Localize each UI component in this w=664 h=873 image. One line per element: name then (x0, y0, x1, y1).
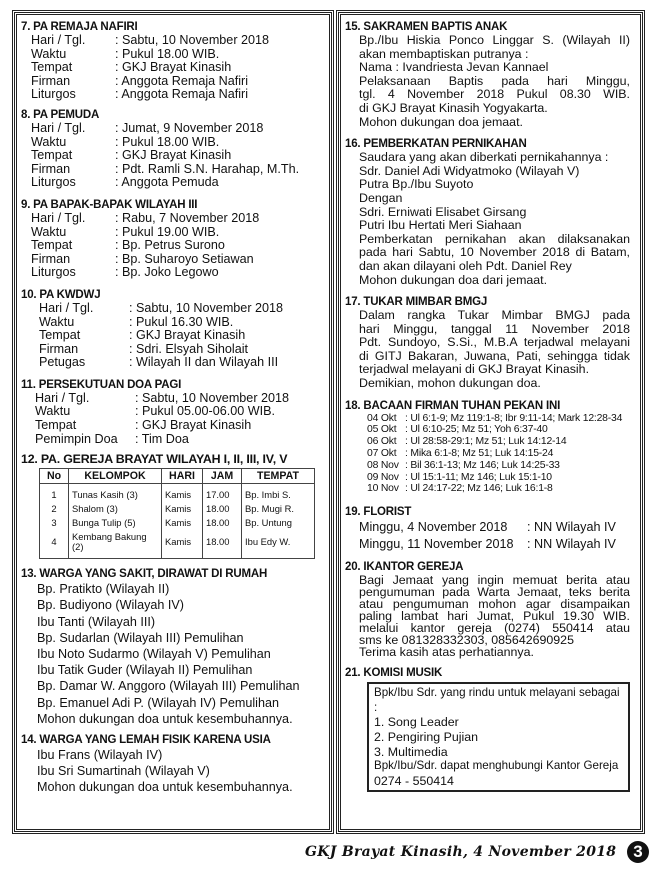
text-line: Bagi Jemaat yang ingin memuat berita atau (359, 573, 630, 588)
reading-item: 06 Okt : Ul 28:58-29:1; Mz 51; Luk 14:12-14 (367, 436, 567, 448)
reading-date: 08 Nov (367, 459, 399, 471)
list-item: Bp. Pratikto (Wilayah II) (37, 582, 170, 597)
section-pa-gereja-brayat (17, 452, 329, 559)
column-header: KELOMPOK (69, 469, 162, 484)
role-item: 3. Multimedia (374, 744, 448, 759)
table-row (40, 502, 315, 516)
label: Waktu (31, 224, 67, 239)
cell-hari: Kamis (162, 530, 203, 559)
value: : Wilayah II dan Wilayah III (129, 356, 325, 370)
phone-number: 0274 - 550414 (374, 773, 454, 788)
text-line: terjadwal melayani di GKJ Brayat Kinasih. (359, 362, 590, 377)
value: : Pukul 05.00-06.00 WIB. (135, 405, 325, 419)
section-bacaan-firman (341, 399, 640, 496)
table-row (40, 530, 315, 559)
reading-item: 09 Nov : Ul 15:1-11; Mz 146; Luk 15:1-10 (367, 471, 552, 483)
list-item: Ibu Tatik Guder (Wilayah II) Pemulihan (37, 663, 253, 678)
section-title: 11. PERSEKUTUAN DOA PAGI (21, 378, 182, 391)
text-line: Putri Ibu Hertati Meri Siahaan (359, 218, 522, 233)
role-item: 1. Song Leader (374, 715, 459, 730)
schedule-details (21, 302, 325, 370)
value: : Anggota Pemuda (115, 176, 325, 190)
prayer-request: Mohon dukungan doa untuk kesembuhannya. (37, 780, 293, 795)
section-florist (341, 505, 640, 552)
section-title: 12. PA. GEREJA BRAYAT WILAYAH I, II, III, IV, V (21, 452, 288, 467)
text-line: Pelaksanaan Baptis pada hari Minggu, (359, 73, 630, 88)
section-komisi-musik (341, 666, 640, 792)
section-body (345, 309, 636, 391)
role-item: 2. Pengiring Pujian (374, 730, 479, 745)
section-title: 13. WARGA YANG SAKIT, DIRAWAT DI RUMAH (21, 568, 268, 581)
text-line: Saudara yang akan diberkati pernikahannya : (359, 150, 609, 165)
section-warga-lemah-fisik (17, 733, 329, 796)
cell-jam: 18.00 (203, 530, 242, 559)
label: Liturgos (31, 87, 76, 102)
list-item: Bp. Damar W. Anggoro (Wilayah III) Pemulihan (37, 679, 300, 694)
text-line: Mohon dukungan doa jemaat. (359, 114, 523, 129)
readings-list (345, 413, 636, 496)
text-line: Pemberkatan pernikahan akan dilaksanakan (359, 231, 630, 246)
group-schedule-table (39, 468, 315, 559)
text-line: di GITJ Bakaran, Juwana, Pati, sehingga tidak (359, 348, 630, 363)
label: Firman (31, 161, 71, 176)
section-body (345, 574, 636, 658)
text-line: pada hari Sabtu, 10 November 2018 di Batam, (359, 245, 630, 260)
list-item: Ibu Frans (Wilayah IV) (37, 748, 163, 763)
reading-passages: Mika 6:1-8; Mz 51; Luk 14:15-24 (410, 448, 554, 460)
section-kantor-gereja (341, 560, 640, 658)
label: Petugas (39, 355, 86, 370)
reading-date: 06 Okt (367, 436, 397, 448)
section-title: 15. SAKRAMEN BAPTIS ANAK (345, 21, 508, 33)
section-tukar-mimbar (341, 295, 640, 391)
cell-no: 1 (40, 484, 69, 503)
value: : Sabtu, 10 November 2018 (135, 392, 325, 406)
value: : Pukul 19.00 WIB. (115, 226, 325, 240)
section-body (345, 151, 636, 287)
label: Waktu (31, 134, 67, 149)
value: : GKJ Brayat Kinasih (115, 149, 325, 163)
text-line: Demikian, mohon dukungan doa. (359, 376, 541, 391)
list-item: Ibu Sri Sumartinah (Wilayah V) (37, 764, 210, 779)
table-row (40, 516, 315, 530)
florist-date: Minggu, 4 November 2018 (359, 520, 508, 535)
label: Hari / Tgl. (35, 390, 90, 405)
text-line: Bp./Ibu Hiskia Ponco Linggar S. (Wilayah II) (359, 33, 630, 47)
value: : Rabu, 7 November 2018 (115, 212, 325, 226)
schedule-details (21, 122, 325, 190)
text-line: Putra Bp./Ibu Suyoto (359, 177, 474, 192)
section-persekutuan-doa-pagi (17, 378, 329, 446)
section-title: 16. PEMBERKATAN PERNIKAHAN (345, 138, 527, 151)
list-item: Ibu Tanti (Wilayah III) (37, 614, 156, 629)
list-item: Bp. Emanuel Adi P. (Wilayah IV) Pemulihan (37, 695, 279, 710)
table-header-row (40, 469, 315, 484)
text-line: Dengan (359, 190, 403, 205)
page-number-badge: 3 (627, 841, 649, 863)
value: : Pukul 18.00 WIB. (115, 48, 325, 62)
prayer-request: Mohon dukungan doa untuk kesembuhannya. (37, 711, 293, 726)
column-header: TEMPAT (242, 469, 315, 484)
right-column (338, 12, 643, 832)
label: Tempat (35, 418, 77, 433)
section-sakramen-baptis (341, 20, 640, 129)
text-line: atau pengumuman mohon agar disampaikan (359, 597, 630, 612)
text-line: Nama : Ivandriesta Jevan Kannael (359, 60, 549, 75)
section-title: 20. IKANTOR GEREJA (345, 561, 464, 574)
text-line: sms ke 081328332303, 085642690925 (359, 633, 574, 648)
label: Waktu (31, 46, 67, 61)
text-line: Sdri. Erniwati Elisabet Girsang (359, 204, 527, 219)
reading-date: 07 Okt (367, 448, 397, 460)
reading-item: 07 Okt : Mika 6:1-8; Mz 51; Luk 14:15-24 (367, 448, 554, 460)
florist-date: Minggu, 11 November 2018 (359, 536, 514, 551)
label: Waktu (35, 404, 71, 419)
elderly-members-list (21, 747, 325, 796)
cell-jam: 18.00 (203, 516, 242, 530)
label: Liturgos (31, 265, 76, 280)
section-pa-pemuda (17, 108, 329, 190)
music-commission-box (367, 682, 630, 792)
reading-passages: Ul 28:58-29:1; Mz 51; Luk 14:12-14 (410, 436, 567, 448)
label: Liturgos (31, 175, 76, 190)
value: : Bp. Petrus Surono (115, 239, 325, 253)
section-title: 7. PA REMAJA NAFIRI (21, 21, 138, 33)
reading-passages: Ul 15:1-11; Mz 146; Luk 15:1-10 (410, 471, 552, 483)
value: : Anggota Remaja Nafiri (115, 88, 325, 102)
text-line: Dalam rangka Tukar Mimbar BMGJ pada (359, 308, 630, 323)
schedule-details (21, 212, 325, 280)
section-title: 19. FLORIST (345, 506, 412, 519)
section-body (345, 34, 636, 129)
value: : Sabtu, 10 November 2018 (115, 34, 325, 48)
cell-hari: Kamis (162, 484, 203, 503)
reading-item: 10 Nov : Ul 24:17-22; Mz 146; Luk 16:1-8 (367, 483, 553, 495)
label: Tempat (31, 238, 73, 253)
value: : Sabtu, 10 November 2018 (129, 302, 325, 316)
value: : GKJ Brayat Kinasih (129, 329, 325, 343)
label: Tempat (31, 60, 73, 75)
label: Hari / Tgl. (39, 300, 94, 315)
column-header: HARI (162, 469, 203, 484)
reading-date: 05 Okt (367, 424, 397, 436)
text-line: di GKJ Brayat Kinasih Yogyakarta. (359, 100, 548, 115)
section-title: 9. PA BAPAK-BAPAK WILAYAH III (21, 198, 198, 211)
schedule-details (21, 34, 325, 102)
reading-passages: Ul 24:17-22; Mz 146; Luk 16:1-8 (410, 483, 553, 495)
list-item: Bp. Budiyono (Wilayah IV) (37, 598, 184, 613)
text-line: dan akan dilayani oleh Pdt. Daniel Rey (359, 258, 572, 273)
section-pemberkatan-pernikahan (341, 137, 640, 287)
text-line: Bpk/Ibu Sdr. yang rindu untuk melayani sebagai : (374, 686, 620, 714)
text-line: paling lambat hari Jumat, Pukul 19.30 WIB. (359, 609, 630, 624)
cell-jam: 17.00 (203, 484, 242, 503)
cell-kelompok: Tunas Kasih (3) (69, 484, 162, 503)
text-line: akan membaptiskan putranya : (359, 46, 529, 61)
value: : Pdt. Ramli S.N. Harahap, M.Th. (115, 163, 325, 177)
florist-assignee: : NN Wilayah IV (527, 519, 636, 536)
table-row (40, 484, 315, 503)
value: : Jumat, 9 November 2018 (115, 122, 325, 136)
reading-date: 04 Okt (367, 412, 397, 424)
text-line: Sdr. Daniel Adi Widyatmoko (Wilayah V) (359, 163, 580, 178)
text-line: tgl. 4 November 2018 Pukul 08.30 WIB. (359, 87, 630, 102)
text-line: hari Minggu, tanggal 11 November 2018 (359, 321, 630, 336)
cell-kelompok: Bunga Tulip (5) (69, 516, 162, 530)
value: : Anggota Remaja Nafiri (115, 75, 325, 89)
column-header: JAM (203, 469, 242, 484)
text-line: Bpk/Ibu/Sdr. dapat menghubungi Kantor Gereja (374, 759, 619, 773)
cell-kelompok: Kembang Bakung (2) (69, 530, 162, 559)
section-pa-kwdwj (17, 288, 329, 370)
value: : Tim Doa (135, 433, 325, 447)
reading-date: 09 Nov (367, 471, 399, 483)
value: : Sdri. Elsyah Siholait (129, 343, 325, 357)
label: Tempat (31, 148, 73, 163)
schedule-details (21, 392, 325, 446)
cell-tempat: Bp. Mugi R. (242, 502, 315, 516)
value: : Bp. Suharoyo Setiawan (115, 253, 325, 267)
value: : GKJ Brayat Kinasih (115, 61, 325, 75)
value: : Pukul 18.00 WIB. (115, 136, 325, 150)
section-title: 10. PA KWDWJ (21, 288, 101, 301)
list-item: Ibu Noto Sudarmo (Wilayah V) Pemulihan (37, 647, 271, 662)
section-title: 21. KOMISI MUSIK (345, 667, 443, 680)
section-title: 18. BACAAN FIRMAN TUHAN PEKAN INI (345, 399, 561, 412)
value: : Pukul 16.30 WIB. (129, 316, 325, 330)
section-pa-bapak-bapak (17, 198, 329, 280)
cell-no: 3 (40, 516, 69, 530)
label: Firman (39, 341, 79, 356)
sick-members-list (21, 581, 325, 727)
reading-passages: Ul 6:1-9; Mz 119:1-8; Ibr 9:11-14; Mark 12:28-34 (410, 412, 623, 424)
left-column (14, 12, 332, 832)
cell-jam: 18.00 (203, 502, 242, 516)
cell-tempat: Bp. Untung (242, 516, 315, 530)
label: Firman (31, 73, 71, 88)
text-line: Mohon dukungan doa dari jemaat. (359, 272, 548, 287)
label: Waktu (39, 314, 75, 329)
section-title: 14. WARGA YANG LEMAH FISIK KARENA USIA (21, 734, 271, 747)
cell-hari: Kamis (162, 516, 203, 530)
cell-no: 2 (40, 502, 69, 516)
florist-assignee: : NN Wilayah IV (527, 536, 636, 553)
section-warga-sakit (17, 567, 329, 727)
label: Hari / Tgl. (31, 210, 86, 225)
section-title: 8. PA PEMUDA (21, 108, 100, 121)
section-pa-remaja-nafiri (17, 20, 329, 102)
section-title: 17. TUKAR MIMBAR BMGJ (345, 296, 488, 309)
reading-date: 10 Nov (367, 483, 399, 495)
value: : GKJ Brayat Kinasih (135, 419, 325, 433)
reading-passages: Ul 6:10-25; Mz 51; Yoh 6:37-40 (410, 424, 548, 436)
cell-hari: Kamis (162, 502, 203, 516)
cell-kelompok: Shalom (3) (69, 502, 162, 516)
value: : Bp. Joko Legowo (115, 266, 325, 280)
label: Pemimpin Doa (35, 431, 118, 446)
text-line: Terima kasih atas perhatiannya. (359, 645, 534, 660)
label: Firman (31, 251, 71, 266)
text-line: melalui kantor gereja (0274) 550414 atau (359, 621, 630, 636)
cell-tempat: Ibu Edy W. (242, 530, 315, 559)
label: Hari / Tgl. (31, 120, 86, 135)
cell-tempat: Bp. Imbi S. (242, 484, 315, 503)
reading-passages: Bil 36:1-13; Mz 146; Luk 14:25-33 (410, 459, 560, 471)
florist-schedule (345, 519, 636, 552)
column-header: No (40, 469, 69, 484)
reading-item: 04 Okt : Ul 6:1-9; Mz 119:1-8; Ibr 9:11-14; Mark 12:28-34 (367, 412, 623, 424)
list-item: Bp. Sudarlan (Wilayah III) Pemulihan (37, 630, 244, 645)
reading-item: 05 Okt : Ul 6:10-25; Mz 51; Yoh 6:37-40 (367, 424, 548, 436)
text-line: pengumuman pada Warta Jemaat, teks berita (359, 585, 630, 600)
reading-item: 08 Nov : Bil 36:1-13; Mz 146; Luk 14:25-33 (367, 459, 560, 471)
label: Hari / Tgl. (31, 33, 86, 47)
cell-no: 4 (40, 530, 69, 559)
label: Tempat (39, 328, 81, 343)
footer-title: GKJ Brayat Kinasih, 4 November 2018 (305, 844, 617, 860)
text-line: Pdt. Sundoyo, S.Si., M.B.A terjadwal melayani (359, 335, 630, 350)
